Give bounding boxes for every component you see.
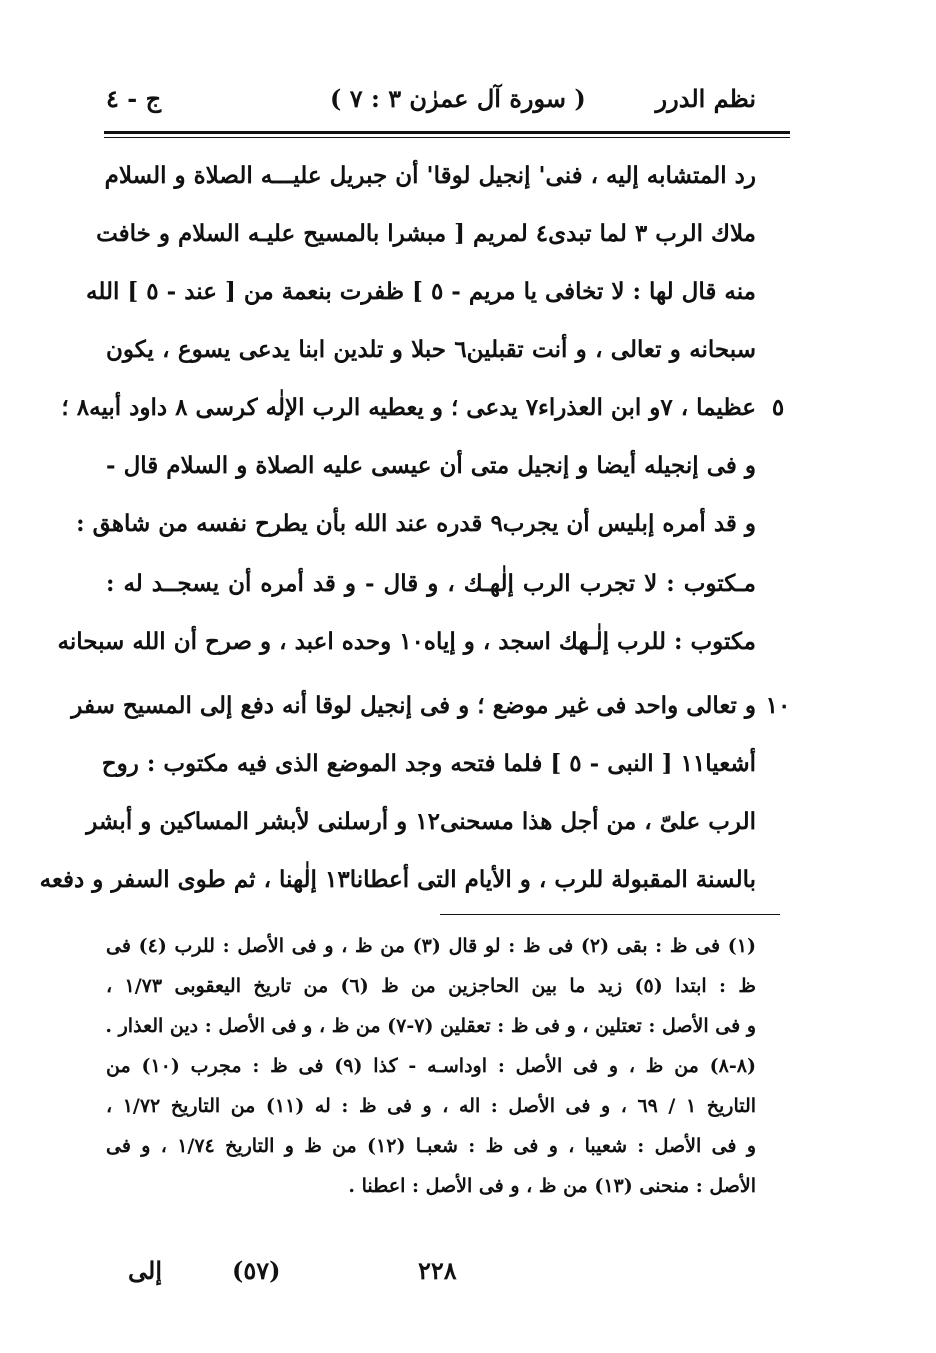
line-number-5: ٥ xyxy=(771,394,785,421)
body-line: ملاك الرب ٣ لما تبدى‌٤ لمريم [ مبشرا بالمسيح عليـه السلام و خافت xyxy=(96,220,756,247)
body-line: رد المتشابه إليه ، فنى‌' إنجيل لوقا‌' أن جبريل عليـــه الصلاة و السلام xyxy=(104,162,756,189)
running-title-book: نظم الدرر xyxy=(655,84,756,113)
section-number: (٥٧) xyxy=(232,1256,281,1285)
footnote-line: ظ : ابتدا (٥) زيد ما بين الحاجزين من ظ (٦) من تاريخ اليعقوبى ١/٧٣ ، xyxy=(106,975,757,997)
body-line: منه قال لها : لا تخافى يا مريم - ٥ ] ظفرت بنعمة من [ عند - ٥ ] الله xyxy=(86,278,756,305)
body-line: مـكتوب : لا تجرب الرب إلٰهـك ، و قال - و قد أمره أن يسجــد له : xyxy=(106,570,756,597)
body-line: الرب علىّ ، من أجل هذا مسحنى‌١٢ و أرسلنى لأبشر المساكين و أبشر xyxy=(86,808,756,835)
footnote-line: (١) فى ظ : بقى (٢) فى ظ : لو قال (٣) من ظ ، و فى الأصل : للرب (٤) فى xyxy=(106,935,756,957)
page-number: ٢٢٨ xyxy=(418,1256,457,1285)
footnote-separator xyxy=(440,914,780,915)
body-line: و فى إنجيله أيضا و إنجيل متى أن عيسى عليه الصلاة و السلام قال - xyxy=(106,452,756,479)
footnote-line: (٨-٨) من ظ ، و فى الأصل : اوداسـه - كذا (٩) فى ظ : مجرب (١٠) من xyxy=(106,1055,756,1077)
catchword: إلى xyxy=(128,1256,162,1285)
body-line: و تعالى واحد فى غير موضع ؛ و فى إنجيل لوقا أنه دفع إلى المسيح سفر xyxy=(71,692,756,719)
body-line: و قد أمره إبليس أن يجرب‌٩ قدره عند الله بأن يطرح نفسه من شاهق : xyxy=(76,510,756,537)
volume-marker: ج - ٤ xyxy=(106,84,162,113)
footnote-line: التاريخ ١ / ٦٩ ، و فى الأصل : اله ، و فى ظ : له (١١) من التاريخ ١/٧٢ ، xyxy=(106,1095,757,1117)
body-line: بالسنة المقبولة للرب ، و الأيام التى أعطانا‌١٣ إلٰهنا ، ثم طوى السفر و دفعه xyxy=(39,866,756,893)
footnote-line: و فى الأصل : شعيبا ، و فى ظ : شعبـا (١٢) من ظ و التاريخ ١/٧٤ ، و فى xyxy=(106,1135,756,1157)
header-rule-thick xyxy=(104,131,790,134)
footnote-line: الأصل : منحنى (١٣) من ظ ، و فى الأصل : اعطنا . xyxy=(348,1175,756,1197)
body-line: سبحانه و تعالى ، و أنت تقبلين‌٦ حبلا و تلدين ابنا يدعى يسوع ، يكون xyxy=(106,336,756,363)
line-number-10: ١٠ xyxy=(765,692,791,719)
footnote-line: و فى الأصل : تعتلين ، و فى ظ : تعقلين (٧-٧) من ظ ، و فى الأصل : دين العذار . xyxy=(105,1015,756,1037)
header-rule-thin xyxy=(104,137,790,138)
running-title-surah: ( سورة آل عمرٰن ٣ : ٧ ) xyxy=(330,84,586,113)
body-line: أشعيا‌١١ [ النبى - ٥ ] فلما فتحه وجد الموضع الذى فيه مكتوب : روح xyxy=(101,750,756,777)
body-line: عظيما ، ‌٧و ابن العذراء‌٧ يدعى ؛ و يعطيه الرب الإلٰه كرسى ‌٨ داود أبيه‌٨ ؛ xyxy=(61,394,756,421)
body-line: مكتوب : للرب إلٰـهك اسجد ، و إياه‌١٠ وحده اعبد ، و صرح أن الله سبحانه xyxy=(57,628,756,655)
